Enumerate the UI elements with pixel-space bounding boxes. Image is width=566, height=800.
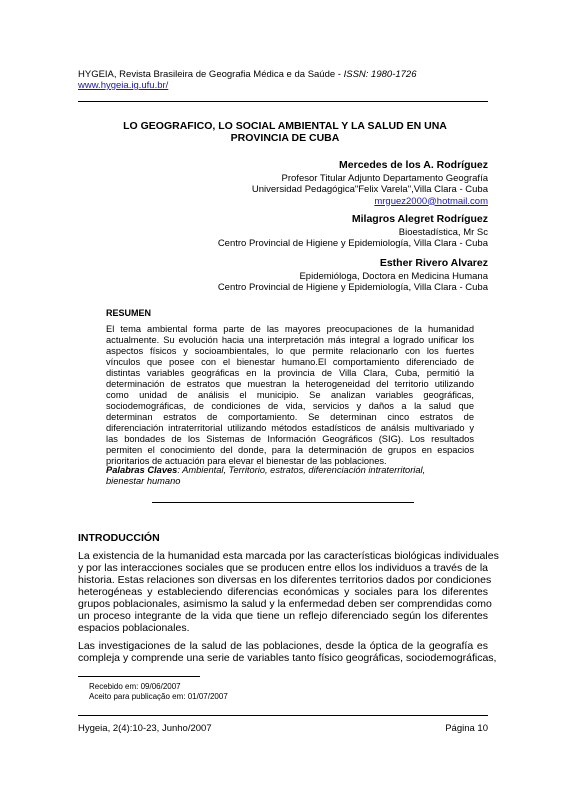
author-affiliation: Centro Provincial de Higiene y Epidemiología, Villa Clara - Cuba [217, 238, 488, 249]
keywords-label: Palabras Claves [106, 465, 178, 475]
paragraph-line: grupos poblacionales, asimismo la salud y la enfermedad deben ser comprendidas como [78, 598, 492, 610]
abstract-divider [152, 502, 414, 503]
abstract-line: permiten el conocimiento del donde, para la determinación de grupos en espacios [106, 445, 474, 455]
abstract-line: El tema ambiental forma parte de las mayores preocupaciones de la humanidad [106, 324, 474, 334]
abstract-heading: RESUMEN [106, 308, 152, 318]
author-block-1 [252, 160, 488, 207]
abstract-line: como unidad de análisis el municipio. Se analizan variables geográficas, [106, 390, 474, 400]
abstract-line: vínculos que posee con el bienestar humano.El comportamiento diferenciado de [106, 357, 474, 367]
paragraph-line: Las investigaciones de la salud de las poblaciones, desde la óptica de la geografía es [78, 640, 488, 652]
abstract-line: actualmente. Su evolución hacia una interpretación más integral a logrado unificar los [106, 335, 474, 345]
abstract-line: sociodemográficas, de condiciones de vida, servicios y daños a la salud que [106, 401, 474, 411]
keywords-list: : Ambiental, Territorio, estratos, diferenciación intraterritorial, [177, 465, 426, 475]
author-name: Esther Rivero Alvarez [379, 257, 488, 269]
abstract-body [106, 324, 474, 467]
footer-divider [78, 715, 488, 716]
author-block-3 [218, 258, 488, 294]
title-line-2: PROVINCIA DE CUBA [230, 132, 340, 144]
author-name: Milagros Alegret Rodríguez [351, 213, 488, 225]
footer-page-number: Página 10 [445, 723, 488, 734]
author-affiliation: Epidemióloga, Doctora en Medicina Humana [299, 270, 488, 282]
keywords [106, 465, 474, 487]
paragraph-line: La existencia de la humanidad esta marcada por las características biológicas individuales [78, 550, 499, 562]
paragraph-line: heterogéneas y estableciendo diferencias económicas y sociales para los diferentes [78, 586, 488, 598]
author-name: Mercedes de los A. Rodríguez [339, 159, 488, 171]
journal-header [78, 69, 417, 80]
paragraph-line: espacios poblacionales. [78, 622, 190, 634]
footnote-divider [78, 676, 200, 677]
journal-issn: ISSN: 1980-1726 [343, 69, 417, 80]
abstract-line: prioritarios de actuación para elevar el bienestar de las poblaciones. [106, 456, 387, 466]
abstract-line: determinación de estratos que muestran la heterogeneidad del territorio utilizando [106, 379, 474, 389]
author-affiliation: Centro Provincial de Higiene y Epidemiología, Villa Clara - Cuba [217, 282, 488, 293]
paper-title [100, 120, 470, 144]
footnote-received: Recebido em: 09/06/2007 [89, 682, 181, 691]
footer-citation: Hygeia, 2(4):10-23, Junho/2007 [78, 723, 212, 734]
paragraph-line: historia. Estas relaciones son diversas en los diferentes territorios dados por condiciones [78, 574, 492, 586]
footnote-accepted: Aceito para publicação em: 01/07/2007 [89, 692, 228, 701]
author-affiliation: Profesor Titular Adjunto Departamento Geografía [281, 172, 488, 184]
header-divider [78, 101, 488, 102]
keywords-line-1 [106, 465, 474, 476]
abstract-line: determinan estratos de comportamiento. Se determinan cinco estratos de [106, 412, 474, 422]
author-block-2 [218, 214, 488, 250]
intro-paragraph-1 [78, 550, 499, 634]
paragraph-line: y por las interacciones sociales que se producen entre ellos los individuos a través de la [78, 562, 488, 574]
keywords-line-2: bienestar humano [106, 476, 181, 486]
author-affiliation: Bioestadística, Mr Sc [398, 226, 488, 238]
intro-paragraph-2 [78, 640, 497, 664]
paragraph-line: un proceso integrante de la vida que tiene un reflejo diferenciado según los diferentes [78, 610, 488, 622]
author-affiliation: Universidad Pedagógica"Felix Varela",Villa Clara - Cuba [251, 184, 488, 195]
journal-name: HYGEIA, Revista Brasileira de Geografia Médica e da Saúde - [78, 69, 344, 80]
abstract-line: diferenciación intraterritorial utilizando métodos estadísticos de análsis multivariado y [106, 423, 474, 433]
journal-url-link[interactable]: www.hygeia.ig.ufu.br/ [78, 80, 169, 91]
section-heading-introduction: INTRODUCCIÓN [78, 532, 160, 544]
title-line-1: LO GEOGRAFICO, LO SOCIAL AMBIENTAL Y LA SALUD EN UNA [123, 120, 447, 132]
abstract-line: las bondades de los Sistemas de Información Geográficos (SIG). Los resultados [106, 434, 474, 444]
abstract-line: aspectos físicos y socioambientales, lo que permite relacionarlo con los fuertes [106, 346, 474, 356]
abstract-line: distintas variables geográficas en la provincia de Villa Clara, Cuba, permitió la [106, 368, 474, 378]
author-email-link[interactable]: mrguez2000@hotmail.com [374, 195, 488, 207]
paragraph-line: compleja y comprende una serie de variables tanto físico geográficas, sociodemográficas, [78, 652, 497, 664]
